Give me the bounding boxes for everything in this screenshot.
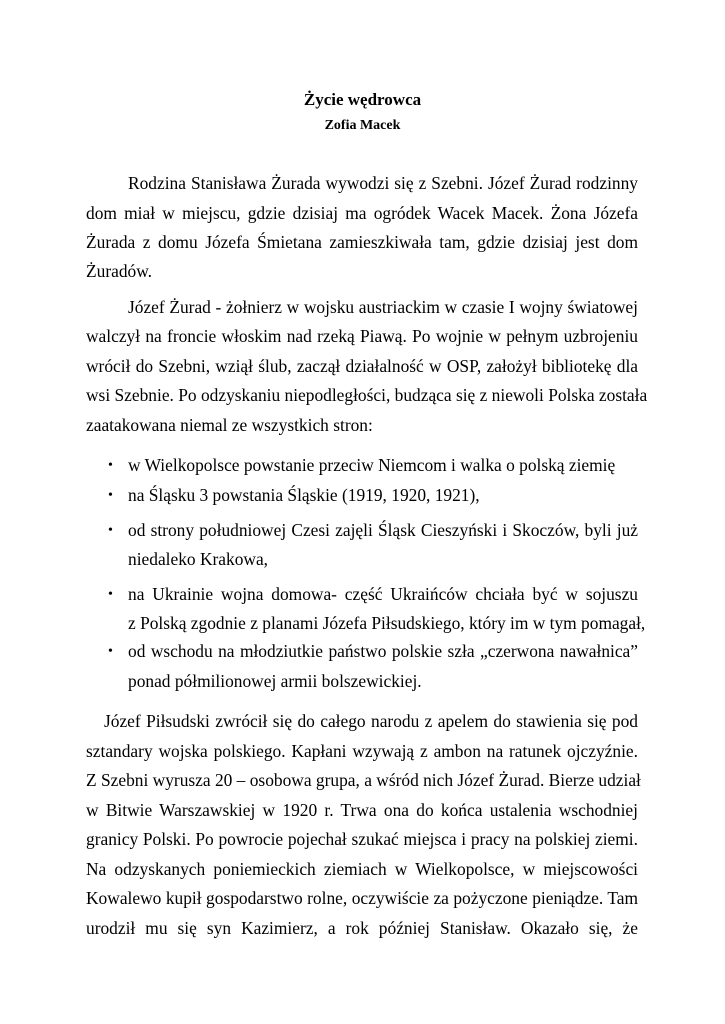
paragraph-line: Żuradów.: [86, 261, 152, 281]
document-author: Zofia Macek: [324, 118, 401, 133]
paragraph-line: dom miał w miejscu, gdzie dzisiaj ma ogródek Wacek Macek. Żona Józefa: [86, 203, 638, 223]
paragraph-line: zaatakowana niemal ze wszystkich stron:: [86, 415, 373, 435]
list-item-line: niedaleko Krakowa,: [128, 549, 269, 569]
paragraph-line: Na odzyskanych poniemieckich ziemiach w Wielkopolsce, w miejscowości: [86, 859, 638, 879]
paragraph-line: w Bitwie Warszawskiej w 1920 r. Trwa ona do końca ustalenia wschodniej: [86, 800, 638, 820]
bullet-icon: •: [108, 488, 113, 503]
paragraph-line: wsi Szebnie. Po odzyskaniu niepodległości, budząca się z niewoli Polska została: [86, 385, 648, 405]
paragraph-line: Józef Żurad - żołnierz w wojsku austriackim w czasie I wojny światowej: [128, 297, 638, 317]
paragraph-line: wrócił do Szebni, wziął ślub, zaczął działalność w OSP, założył bibliotekę dla: [86, 356, 638, 376]
paragraph-line: walczył na froncie włoskim nad rzeką Piawą. Po wojnie w pełnym uzbrojeniu: [86, 326, 638, 346]
bullet-icon: •: [108, 587, 113, 602]
list-item-line: w Wielkopolsce powstanie przeciw Niemcom i walka o polską ziemię: [128, 455, 616, 475]
paragraph-line: Z Szebni wyrusza 20 – osobowa grupa, a wśród nich Józef Żurad. Bierze udział: [86, 770, 641, 790]
list-item-line: od wschodu na młodziutkie państwo polskie szła „czerwona nawałnica”: [128, 641, 638, 661]
list-item-line: z Polską zgodnie z planami Józefa Piłsudskiego, który im w tym pomagał,: [128, 613, 646, 633]
bullet-icon: •: [108, 458, 113, 473]
list-item-line: ponad półmilionowej armii bolszewickiej.: [128, 671, 422, 691]
document-title: Życie wędrowca: [303, 90, 422, 109]
list-item-line: od strony południowej Czesi zajęli Śląsk Cieszyński i Skoczów, byli już: [128, 520, 638, 540]
bullet-icon: •: [108, 523, 113, 538]
paragraph-line: sztandary wojska polskiego. Kapłani wzywają z ambon na ratunek ojczyźnie.: [86, 741, 638, 761]
paragraph-line: urodził mu się syn Kazimierz, a rok później Stanisław. Okazało się, że: [86, 918, 638, 938]
bullet-icon: •: [108, 644, 113, 659]
paragraph-line: Żurada z domu Józefa Śmietana zamieszkiwała tam, gdzie dzisiaj jest dom: [86, 232, 638, 252]
paragraph-line: granicy Polski. Po powrocie pojechał szukać miejsca i pracy na polskiej ziemi.: [86, 829, 638, 849]
list-item-line: na Śląsku 3 powstania Śląskie (1919, 1920, 1921),: [128, 485, 480, 505]
paragraph-line: Józef Piłsudski zwrócił się do całego narodu z apelem do stawienia się pod: [104, 711, 638, 731]
list-item-line: na Ukrainie wojna domowa- część Ukraińców chciała być w sojuszu: [128, 584, 638, 604]
paragraph-line: Rodzina Stanisława Żurada wywodzi się z Szebni. Józef Żurad rodzinny: [128, 173, 638, 193]
paragraph-line: Kowalewo kupił gospodarstwo rolne, oczywiście za pożyczone pieniądze. Tam: [86, 888, 638, 908]
